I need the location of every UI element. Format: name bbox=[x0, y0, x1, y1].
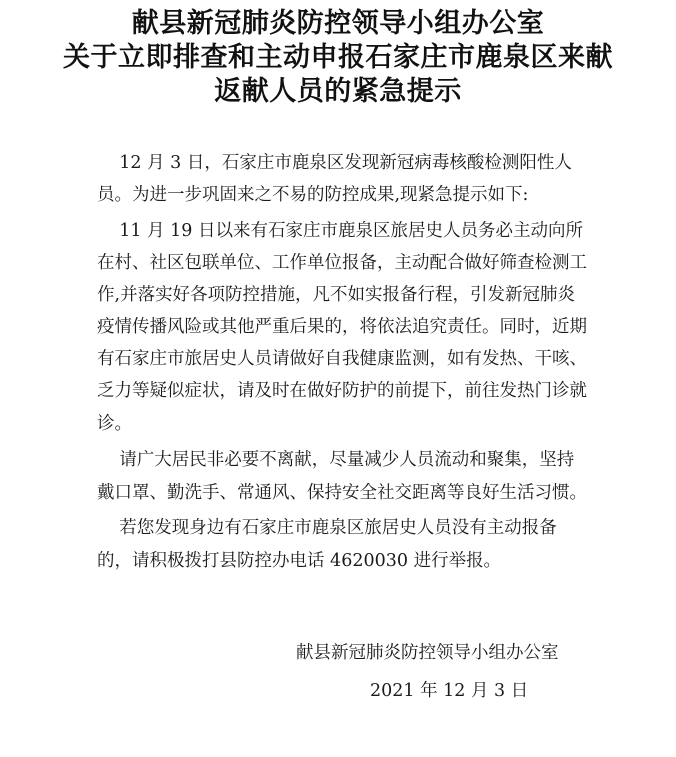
paragraph-2-line-5: 有石家庄市旅居史人员请做好自我健康监测，如有发热、干咳、 bbox=[97, 349, 587, 369]
signature-date: 2021 年 12 月 3 日 bbox=[370, 681, 529, 701]
document-title-line-3: 返献人员的紧急提示 bbox=[214, 76, 462, 107]
paragraph-2-line-6: 乏力等疑似症状，请及时在做好防护的前提下，前往发热门诊就 bbox=[97, 381, 587, 401]
paragraph-1-line-1: 12 月 3 日，石家庄市鹿泉区发现新冠病毒核酸检测阳性人 bbox=[97, 153, 572, 173]
paragraph-4-line-2: 的，请积极拨打县防控办电话 4620030 进行举报。 bbox=[97, 551, 502, 571]
paragraph-3-line-1: 请广大居民非必要不离献，尽量减少人员流动和聚集，坚持 bbox=[97, 450, 575, 470]
paragraph-2-line-7: 诊。 bbox=[97, 414, 132, 434]
paragraph-2-line-4: 疫情传播风险或其他严重后果的，将依法追究责任。同时，近期 bbox=[97, 317, 587, 337]
paragraph-2-line-1: 11 月 19 日以来有石家庄市鹿泉区旅居史人员务必主动向所 bbox=[97, 221, 583, 241]
paragraph-3-line-2: 戴口罩、勤洗手、常通风、保持安全社交距离等良好生活习惯。 bbox=[97, 483, 587, 503]
paragraph-2-line-3: 作,并落实好各项防控措施，凡不如实报备行程，引发新冠肺炎 bbox=[97, 285, 576, 305]
paragraph-1-line-2: 员。为进一步巩固来之不易的防控成果,现紧急提示如下: bbox=[97, 185, 529, 205]
signature-organization: 献县新冠肺炎防控领导小组办公室 bbox=[296, 643, 559, 663]
document-title-line-2: 关于立即排查和主动申报石家庄市鹿泉区来献 bbox=[63, 42, 613, 73]
document-title-line-1: 献县新冠肺炎防控领导小组办公室 bbox=[131, 8, 545, 39]
paragraph-2-line-2: 在村、社区包联单位、工作单位报备，主动配合做好筛查检测工 bbox=[97, 253, 587, 273]
paragraph-4-line-1: 若您发现身边有石家庄市鹿泉区旅居史人员没有主动报备 bbox=[97, 518, 557, 538]
